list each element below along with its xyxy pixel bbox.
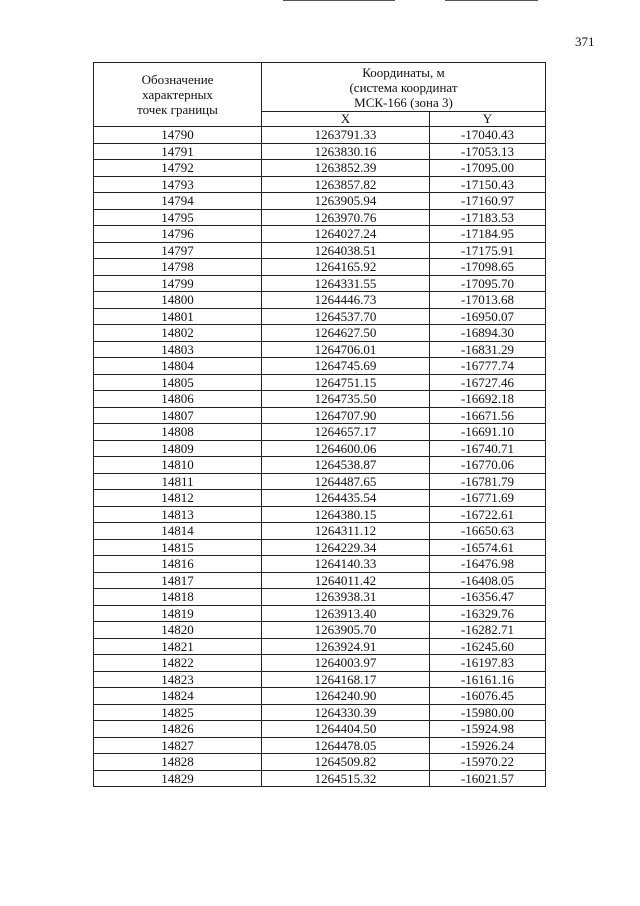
header-y: Y xyxy=(430,112,546,127)
point-id-cell: 14821 xyxy=(94,638,262,655)
point-id-cell: 14820 xyxy=(94,622,262,639)
point-id-cell: 14810 xyxy=(94,457,262,474)
table-row xyxy=(94,358,546,375)
header-x: X xyxy=(262,112,430,127)
point-id-cell: 14812 xyxy=(94,490,262,507)
point-id-cell: 14807 xyxy=(94,407,262,424)
y-coordinate-cell: -16950.07 xyxy=(430,308,546,325)
point-id-cell: 14817 xyxy=(94,572,262,589)
table-row xyxy=(94,457,546,474)
point-id-cell: 14818 xyxy=(94,589,262,606)
x-coordinate-cell: 1264509.82 xyxy=(262,754,430,771)
y-coordinate-cell: -17040.43 xyxy=(430,127,546,144)
point-id-cell: 14809 xyxy=(94,440,262,457)
x-coordinate-cell: 1263913.40 xyxy=(262,605,430,622)
y-coordinate-cell: -16777.74 xyxy=(430,358,546,375)
table-row xyxy=(94,737,546,754)
y-coordinate-cell: -17175.91 xyxy=(430,242,546,259)
table-row xyxy=(94,127,546,144)
header-point-line-2: характерных xyxy=(142,87,213,102)
point-id-cell: 14813 xyxy=(94,506,262,523)
point-id-cell: 14794 xyxy=(94,193,262,210)
table-row xyxy=(94,308,546,325)
y-coordinate-cell: -16161.16 xyxy=(430,671,546,688)
point-id-cell: 14803 xyxy=(94,341,262,358)
point-id-cell: 14802 xyxy=(94,325,262,342)
table-row xyxy=(94,506,546,523)
point-id-cell: 14804 xyxy=(94,358,262,375)
point-id-cell: 14815 xyxy=(94,539,262,556)
table-row xyxy=(94,259,546,276)
y-coordinate-cell: -16722.61 xyxy=(430,506,546,523)
table-row xyxy=(94,523,546,540)
header-coords-line-1: Координаты, м xyxy=(362,65,445,80)
table-row xyxy=(94,160,546,177)
table-row xyxy=(94,622,546,639)
y-coordinate-cell: -17053.13 xyxy=(430,143,546,160)
y-coordinate-cell: -17183.53 xyxy=(430,209,546,226)
point-id-cell: 14825 xyxy=(94,704,262,721)
table-row xyxy=(94,671,546,688)
x-coordinate-cell: 1264011.42 xyxy=(262,572,430,589)
y-coordinate-cell: -15924.98 xyxy=(430,721,546,738)
y-coordinate-cell: -16021.57 xyxy=(430,770,546,787)
point-id-cell: 14822 xyxy=(94,655,262,672)
y-coordinate-cell: -17095.70 xyxy=(430,275,546,292)
table-row xyxy=(94,688,546,705)
y-coordinate-cell: -15926.24 xyxy=(430,737,546,754)
y-coordinate-cell: -17095.00 xyxy=(430,160,546,177)
x-coordinate-cell: 1264003.97 xyxy=(262,655,430,672)
y-coordinate-cell: -15970.22 xyxy=(430,754,546,771)
point-id-cell: 14798 xyxy=(94,259,262,276)
y-coordinate-cell: -16671.56 xyxy=(430,407,546,424)
y-coordinate-cell: -16692.18 xyxy=(430,391,546,408)
x-coordinate-cell: 1263830.16 xyxy=(262,143,430,160)
y-coordinate-cell: -17098.65 xyxy=(430,259,546,276)
point-id-cell: 14827 xyxy=(94,737,262,754)
x-coordinate-cell: 1264435.54 xyxy=(262,490,430,507)
table-row xyxy=(94,490,546,507)
point-id-cell: 14819 xyxy=(94,605,262,622)
table-row xyxy=(94,539,546,556)
y-coordinate-cell: -16197.83 xyxy=(430,655,546,672)
table-row xyxy=(94,605,546,622)
point-id-cell: 14795 xyxy=(94,209,262,226)
y-coordinate-cell: -16771.69 xyxy=(430,490,546,507)
table-row xyxy=(94,209,546,226)
table-row xyxy=(94,704,546,721)
table-row xyxy=(94,374,546,391)
y-coordinate-cell: -16476.98 xyxy=(430,556,546,573)
y-coordinate-cell: -16781.79 xyxy=(430,473,546,490)
point-id-cell: 14796 xyxy=(94,226,262,243)
header-coordinates xyxy=(262,63,546,112)
x-coordinate-cell: 1264311.12 xyxy=(262,523,430,540)
point-id-cell: 14791 xyxy=(94,143,262,160)
x-coordinate-cell: 1264380.15 xyxy=(262,506,430,523)
x-coordinate-cell: 1264038.51 xyxy=(262,242,430,259)
x-coordinate-cell: 1263970.76 xyxy=(262,209,430,226)
point-id-cell: 14808 xyxy=(94,424,262,441)
x-coordinate-cell: 1264331.55 xyxy=(262,275,430,292)
table-row xyxy=(94,407,546,424)
y-coordinate-cell: -17160.97 xyxy=(430,193,546,210)
y-coordinate-cell: -16329.76 xyxy=(430,605,546,622)
point-id-cell: 14826 xyxy=(94,721,262,738)
x-coordinate-cell: 1264330.39 xyxy=(262,704,430,721)
header-coords-line-3: МСК-166 (зона 3) xyxy=(354,95,453,110)
point-id-cell: 14824 xyxy=(94,688,262,705)
y-coordinate-cell: -16894.30 xyxy=(430,325,546,342)
x-coordinate-cell: 1264229.34 xyxy=(262,539,430,556)
y-coordinate-cell: -16408.05 xyxy=(430,572,546,589)
x-coordinate-cell: 1264735.50 xyxy=(262,391,430,408)
top-rule-left xyxy=(283,0,395,1)
x-coordinate-cell: 1264657.17 xyxy=(262,424,430,441)
point-id-cell: 14829 xyxy=(94,770,262,787)
table-row xyxy=(94,655,546,672)
y-coordinate-cell: -16770.06 xyxy=(430,457,546,474)
table-row xyxy=(94,572,546,589)
x-coordinate-cell: 1264745.69 xyxy=(262,358,430,375)
x-coordinate-cell: 1263905.94 xyxy=(262,193,430,210)
point-id-cell: 14828 xyxy=(94,754,262,771)
table-row xyxy=(94,589,546,606)
y-coordinate-cell: -16691.10 xyxy=(430,424,546,441)
table-row xyxy=(94,275,546,292)
x-coordinate-cell: 1264706.01 xyxy=(262,341,430,358)
top-rule-right xyxy=(445,0,538,1)
y-coordinate-cell: -16831.29 xyxy=(430,341,546,358)
table-row xyxy=(94,556,546,573)
point-id-cell: 14814 xyxy=(94,523,262,540)
point-id-cell: 14797 xyxy=(94,242,262,259)
point-id-cell: 14806 xyxy=(94,391,262,408)
x-coordinate-cell: 1264627.50 xyxy=(262,325,430,342)
x-coordinate-cell: 1264446.73 xyxy=(262,292,430,309)
table-row xyxy=(94,424,546,441)
point-id-cell: 14792 xyxy=(94,160,262,177)
table-row xyxy=(94,638,546,655)
point-id-cell: 14790 xyxy=(94,127,262,144)
point-id-cell: 14801 xyxy=(94,308,262,325)
header-point-line-3: точек границы xyxy=(137,102,218,117)
x-coordinate-cell: 1263791.33 xyxy=(262,127,430,144)
table-body xyxy=(94,127,546,787)
x-coordinate-cell: 1263905.70 xyxy=(262,622,430,639)
table-row xyxy=(94,473,546,490)
table-row xyxy=(94,391,546,408)
x-coordinate-cell: 1264478.05 xyxy=(262,737,430,754)
y-coordinate-cell: -16740.71 xyxy=(430,440,546,457)
x-coordinate-cell: 1263924.91 xyxy=(262,638,430,655)
table-row xyxy=(94,440,546,457)
point-id-cell: 14816 xyxy=(94,556,262,573)
header-point-line-1: Обозначение xyxy=(141,72,214,87)
x-coordinate-cell: 1264404.50 xyxy=(262,721,430,738)
x-coordinate-cell: 1264751.15 xyxy=(262,374,430,391)
table-row xyxy=(94,193,546,210)
table-row xyxy=(94,292,546,309)
y-coordinate-cell: -16650.63 xyxy=(430,523,546,540)
point-id-cell: 14811 xyxy=(94,473,262,490)
point-id-cell: 14800 xyxy=(94,292,262,309)
y-coordinate-cell: -16356.47 xyxy=(430,589,546,606)
point-id-cell: 14799 xyxy=(94,275,262,292)
y-coordinate-cell: -16727.46 xyxy=(430,374,546,391)
y-coordinate-cell: -16245.60 xyxy=(430,638,546,655)
x-coordinate-cell: 1263938.31 xyxy=(262,589,430,606)
x-coordinate-cell: 1263852.39 xyxy=(262,160,430,177)
point-id-cell: 14793 xyxy=(94,176,262,193)
point-id-cell: 14805 xyxy=(94,374,262,391)
page-number: 371 xyxy=(575,34,595,49)
x-coordinate-cell: 1264538.87 xyxy=(262,457,430,474)
x-coordinate-cell: 1264707.90 xyxy=(262,407,430,424)
table-row xyxy=(94,242,546,259)
table-row xyxy=(94,754,546,771)
y-coordinate-cell: -17184.95 xyxy=(430,226,546,243)
table-row xyxy=(94,770,546,787)
y-coordinate-cell: -16282.71 xyxy=(430,622,546,639)
x-coordinate-cell: 1263857.82 xyxy=(262,176,430,193)
x-coordinate-cell: 1264515.32 xyxy=(262,770,430,787)
x-coordinate-cell: 1264487.65 xyxy=(262,473,430,490)
point-id-cell: 14823 xyxy=(94,671,262,688)
y-coordinate-cell: -15980.00 xyxy=(430,704,546,721)
x-coordinate-cell: 1264165.92 xyxy=(262,259,430,276)
table-row xyxy=(94,341,546,358)
header-coords-line-2: (система координат xyxy=(349,80,458,95)
x-coordinate-cell: 1264168.17 xyxy=(262,671,430,688)
y-coordinate-cell: -17013.68 xyxy=(430,292,546,309)
x-coordinate-cell: 1264537.70 xyxy=(262,308,430,325)
x-coordinate-cell: 1264140.33 xyxy=(262,556,430,573)
y-coordinate-cell: -17150.43 xyxy=(430,176,546,193)
y-coordinate-cell: -16076.45 xyxy=(430,688,546,705)
table-row xyxy=(94,325,546,342)
x-coordinate-cell: 1264240.90 xyxy=(262,688,430,705)
table-row xyxy=(94,721,546,738)
x-coordinate-cell: 1264027.24 xyxy=(262,226,430,243)
coordinates-table xyxy=(93,62,546,787)
x-coordinate-cell: 1264600.06 xyxy=(262,440,430,457)
table-row xyxy=(94,176,546,193)
table-row xyxy=(94,226,546,243)
y-coordinate-cell: -16574.61 xyxy=(430,539,546,556)
header-point-designation xyxy=(94,63,262,127)
table-row xyxy=(94,143,546,160)
